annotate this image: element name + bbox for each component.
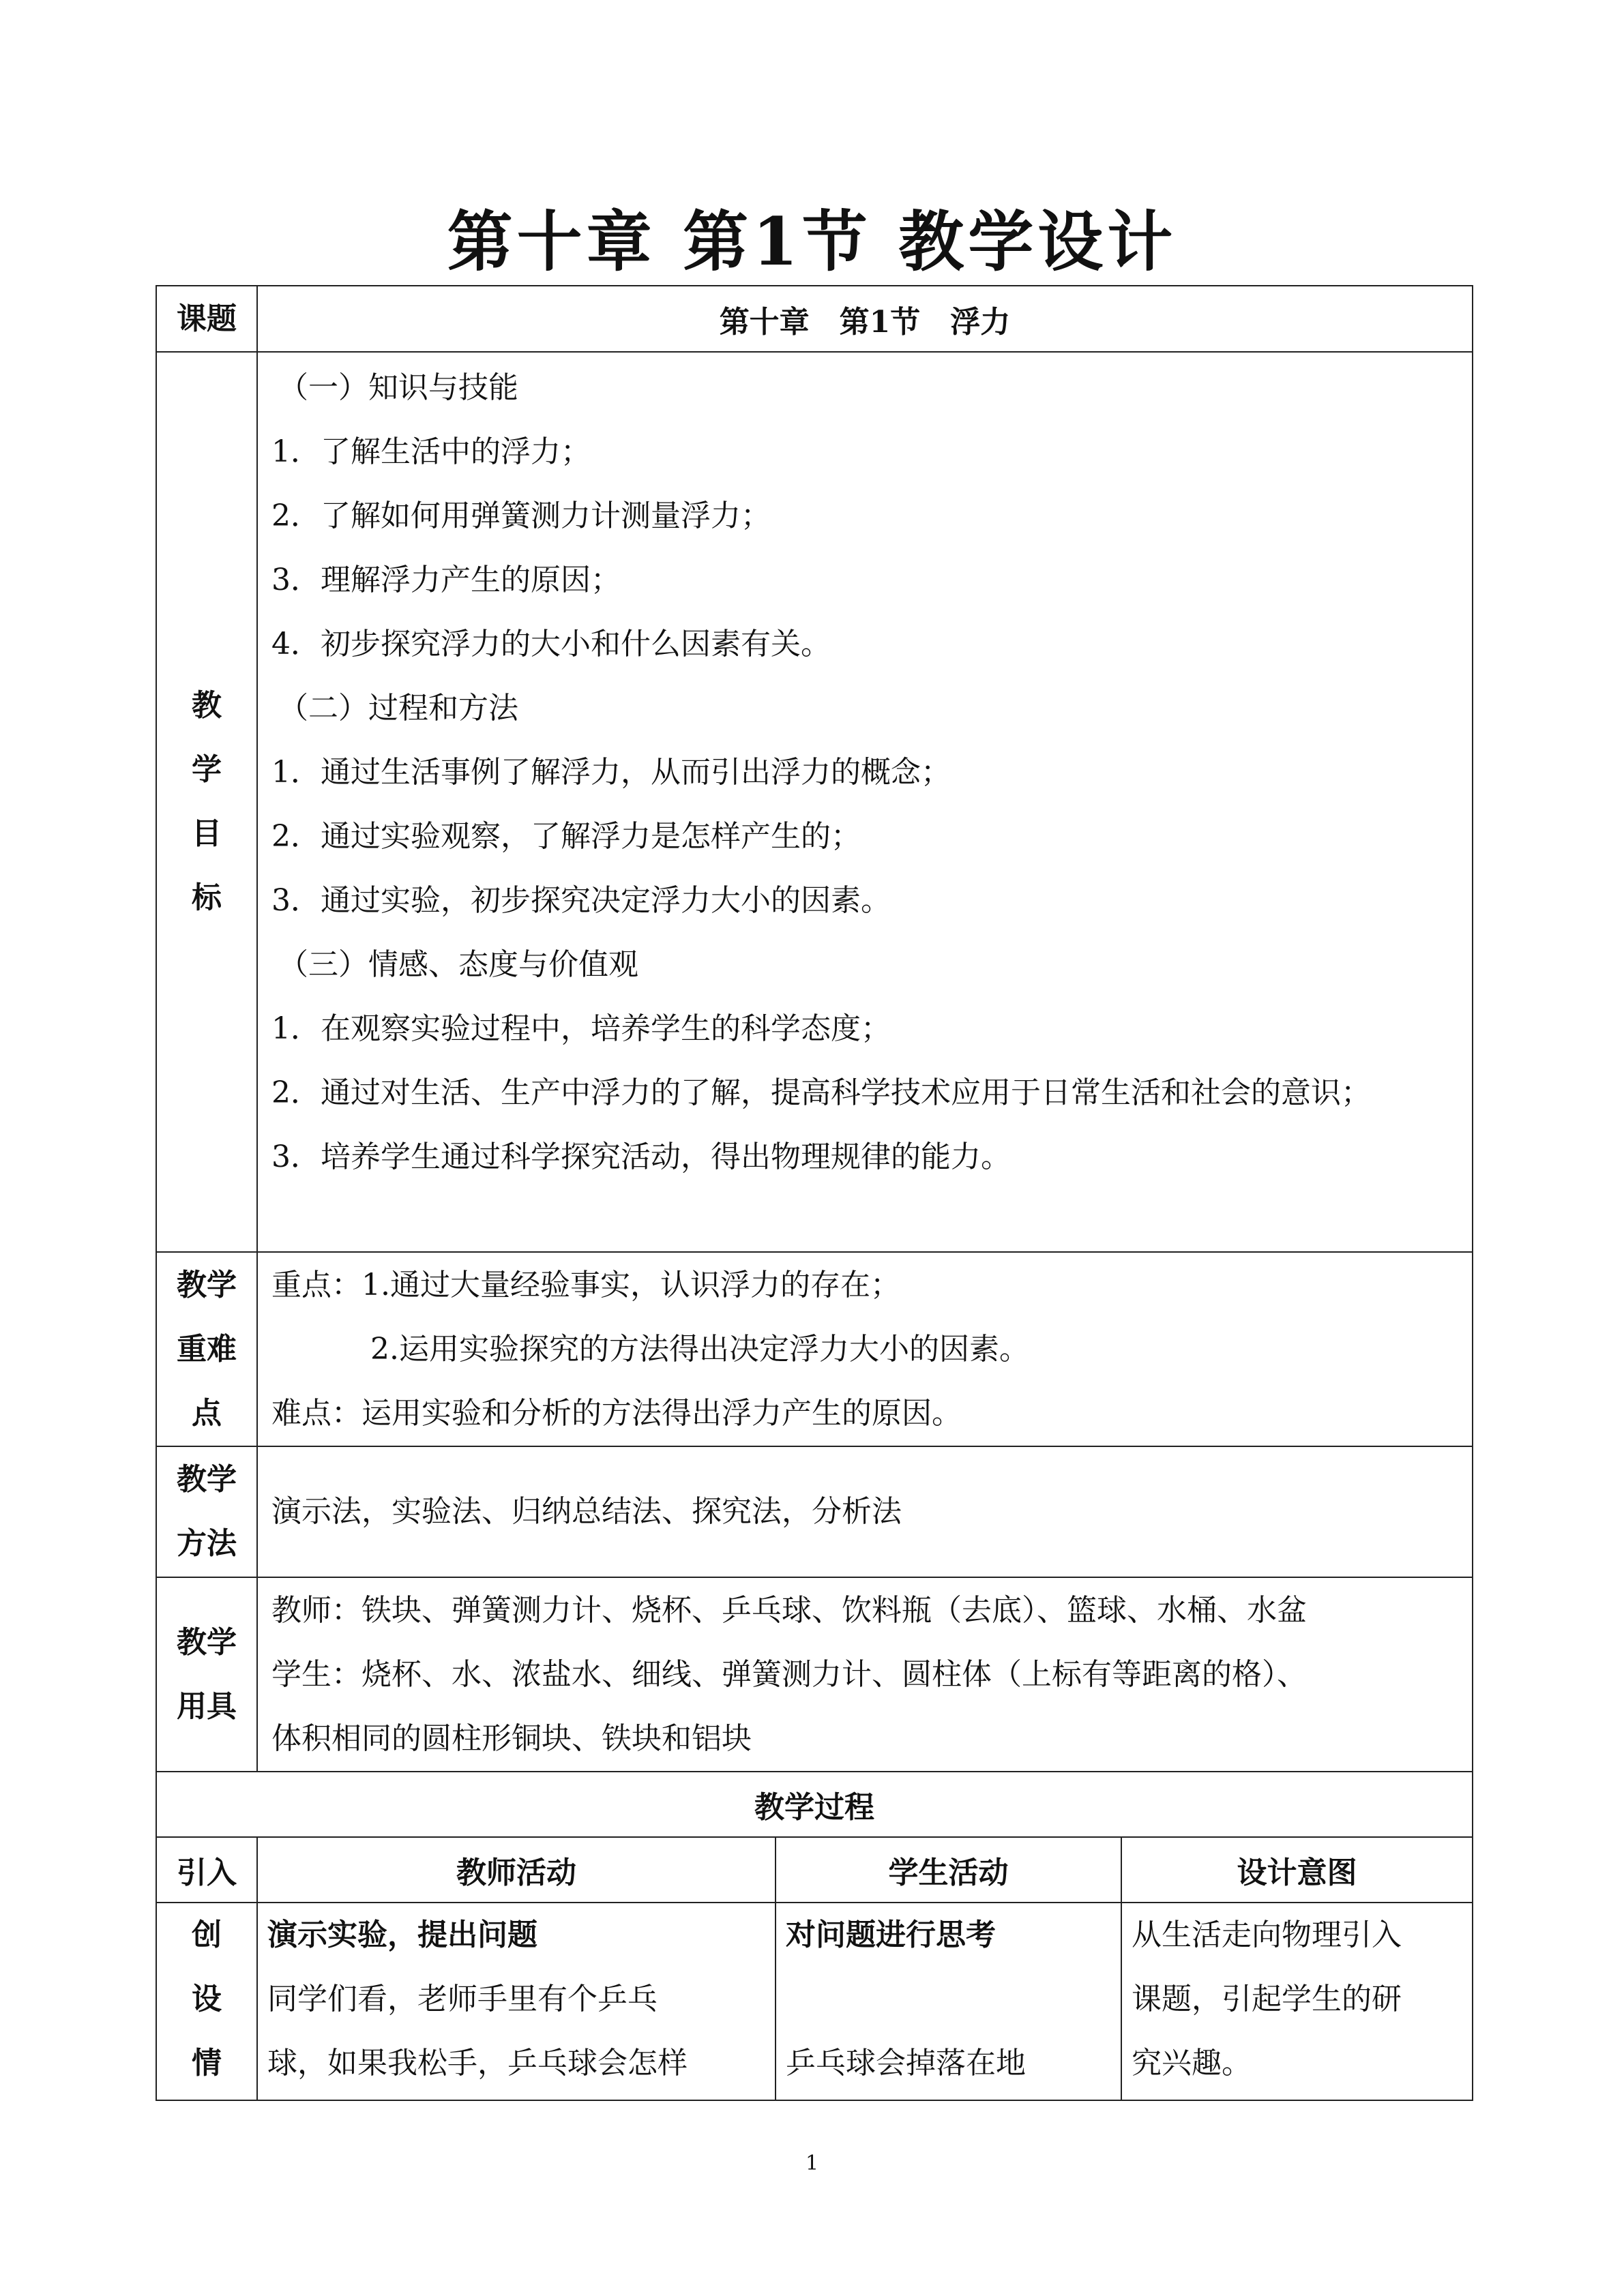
- design-intent-line: 课题，引起学生的研: [1132, 1982, 1402, 2016]
- tools-label-line: 用具: [177, 1688, 237, 1724]
- design-intent-cell: [1121, 1903, 1473, 2100]
- tools-label: [156, 1577, 257, 1772]
- column-header-teacher: 教师活动: [257, 1837, 776, 1903]
- stage-label-char: 设: [192, 1982, 222, 2016]
- objectives-label-char: 学: [192, 752, 222, 787]
- key-points-label-line: 重难: [177, 1331, 237, 1367]
- key-points-label-line: 教学: [177, 1267, 237, 1302]
- objectives-content: [257, 352, 1473, 1252]
- student-activity-line: [786, 1967, 1111, 2031]
- teacher-activity-cell: [257, 1903, 776, 2100]
- topic-label: 课题: [156, 286, 257, 352]
- page-title: 第十章 第1节 教学设计: [447, 203, 1177, 280]
- objective-item: 3．通过实验，初步探究决定浮力大小的因素。: [271, 883, 891, 918]
- objectives-label-char: 教: [192, 688, 222, 723]
- objectives-label-char: 目: [192, 816, 222, 851]
- stage-label-char: 创: [192, 1918, 222, 1952]
- process-columns-row: [156, 1837, 1473, 1903]
- methods-row: [156, 1446, 1473, 1577]
- objective-item: 1．了解生活中的浮力；: [271, 434, 591, 469]
- methods-label-line: 方法: [177, 1526, 237, 1561]
- methods-value: 演示法，实验法、归纳总结法、探究法，分析法: [271, 1494, 902, 1529]
- objectives-label: [156, 352, 257, 1252]
- teacher-activity-line: 同学们看，老师手里有个乒乓: [267, 1982, 658, 2016]
- difficult-point-line: 难点：运用实验和分析的方法得出浮力产生的原因。: [271, 1395, 962, 1431]
- key-point-line: 2.运用实验探究的方法得出决定浮力大小的因素。: [370, 1331, 1029, 1367]
- objective-heading: （二）过程和方法: [278, 691, 518, 726]
- objective-item: 2．了解如何用弹簧测力计测量浮力；: [271, 498, 771, 533]
- topic-value: 第十章 第1节 浮力: [257, 286, 1473, 352]
- objective-item: 3．培养学生通过科学探究活动，得出物理规律的能力。: [271, 1139, 1011, 1174]
- objectives-row: [156, 352, 1473, 1252]
- key-points-label-line: 点: [192, 1395, 222, 1431]
- design-intent-line: 从生活走向物理引入: [1132, 1918, 1402, 1952]
- key-points-row: [156, 1252, 1473, 1446]
- objective-item: 2．通过对生活、生产中浮力的了解，提高科学技术应用于日常生活和社会的意识；: [271, 1075, 1371, 1110]
- tools-line: 体积相同的圆柱形铜块、铁块和铝块: [271, 1720, 752, 1756]
- stage-label-char: 情: [192, 2046, 222, 2081]
- key-point-line: 重点：1.通过大量经验事实，认识浮力的存在；: [271, 1267, 900, 1302]
- tools-line: 教师：铁块、弹簧测力计、烧杯、乒乓球、饮料瓶（去底）、篮球、水桶、水盆: [271, 1592, 1307, 1628]
- design-intent-line: 究兴趣。: [1132, 2046, 1252, 2081]
- objective-item: 1．通过生活事例了解浮力，从而引出浮力的概念；: [271, 755, 951, 790]
- objective-item: 4．初步探究浮力的大小和什么因素有关。: [271, 627, 831, 661]
- objectives-label-char: 标: [192, 880, 222, 915]
- column-header-intent: 设计意图: [1121, 1837, 1473, 1903]
- process-header-row: [156, 1772, 1473, 1837]
- objective-item: 3．理解浮力产生的原因；: [271, 563, 621, 597]
- teacher-activity-heading: 演示实验，提出问题: [267, 1918, 537, 1952]
- page-number: 1: [805, 2151, 819, 2175]
- column-header-intro: 引入: [156, 1837, 257, 1903]
- tools-content: [257, 1577, 1473, 1772]
- teacher-activity-line: 球，如果我松手，乒乓球会怎样: [267, 2046, 688, 2081]
- objective-heading: （一）知识与技能: [278, 370, 518, 405]
- methods-content: [257, 1446, 1473, 1577]
- student-activity-cell: [776, 1903, 1121, 2100]
- tools-row: [156, 1577, 1473, 1772]
- lesson-plan-table: [156, 285, 1473, 2101]
- process-row: [156, 1903, 1473, 2100]
- methods-label-line: 教学: [177, 1462, 237, 1497]
- student-activity-heading: 对问题进行思考: [786, 1918, 996, 1952]
- objective-item: 1．在观察实验过程中，培养学生的科学态度；: [271, 1011, 891, 1046]
- stage-label: [156, 1903, 257, 2100]
- objective-item: 2．通过实验观察，了解浮力是怎样产生的；: [271, 819, 861, 854]
- tools-line: 学生：烧杯、水、浓盐水、细线、弹簧测力计、圆柱体（上标有等距离的格）、: [271, 1656, 1307, 1692]
- topic-row: [156, 286, 1473, 352]
- methods-label: [156, 1446, 257, 1577]
- key-points-label: [156, 1252, 257, 1446]
- objective-heading: （三）情感、态度与价值观: [278, 947, 638, 982]
- tools-label-line: 教学: [177, 1624, 237, 1660]
- key-points-content: [257, 1252, 1473, 1446]
- student-activity-line: 乒乓球会掉落在地: [786, 2046, 1026, 2081]
- column-header-student: 学生活动: [776, 1837, 1121, 1903]
- process-header: 教学过程: [156, 1772, 1473, 1837]
